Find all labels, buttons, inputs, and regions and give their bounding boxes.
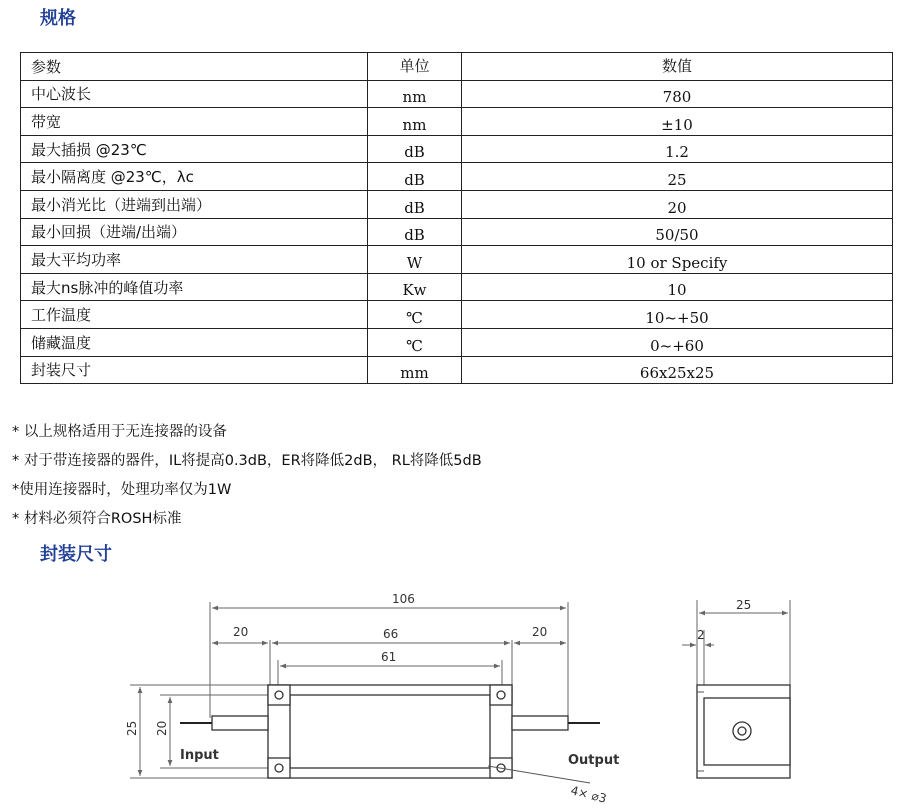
table-row xyxy=(21,356,893,384)
package-heading: 封装尺寸 xyxy=(40,544,112,565)
param-cell: 最小隔离度 @23℃，λc xyxy=(21,163,368,191)
param-cell: 中心波长 xyxy=(21,80,368,108)
table-row xyxy=(21,328,893,356)
table-row xyxy=(21,218,893,246)
note-item: *使用连接器时，处理功率仅为1W xyxy=(12,482,232,498)
table-header-cell: 数值 xyxy=(462,53,893,81)
unit-cell: dB xyxy=(368,135,462,163)
value-cell: 50/50 xyxy=(462,218,893,246)
dim-inner-label: 61 xyxy=(381,650,397,664)
param-cell: 最大插损 @23℃ xyxy=(21,135,368,163)
value-cell: 10 or Specify xyxy=(462,246,893,274)
dim-total-label: 106 xyxy=(392,592,415,606)
value-cell: 10 xyxy=(462,273,893,301)
param-cell: 最大ns脉冲的峰值功率 xyxy=(21,273,368,301)
param-cell: 封装尺寸 xyxy=(21,356,368,384)
value-cell: 25 xyxy=(462,163,893,191)
unit-cell: Kw xyxy=(368,273,462,301)
dim-right-label: 20 xyxy=(532,625,548,639)
table-row xyxy=(21,135,893,163)
dim-inner-height-label: 20 xyxy=(155,720,169,736)
table-row xyxy=(21,246,893,274)
unit-cell: nm xyxy=(368,108,462,136)
device-body xyxy=(212,685,568,778)
note-item: * 材料必须符合ROSH标准 xyxy=(12,511,182,527)
input-label: Input xyxy=(180,748,219,763)
table-header-cell: 参数 xyxy=(21,53,368,81)
dim-left-label: 20 xyxy=(233,625,249,639)
unit-cell: dB xyxy=(368,218,462,246)
side-view xyxy=(697,685,790,778)
dim-side-small-label: 2 xyxy=(697,628,705,642)
param-cell: 最小回损（进端/出端） xyxy=(21,218,368,246)
spec-table xyxy=(20,52,893,384)
unit-cell: mm xyxy=(368,356,462,384)
dim-holes-label: 4× ⌀3 xyxy=(569,783,608,806)
table-row xyxy=(21,163,893,191)
param-cell: 带宽 xyxy=(21,108,368,136)
table-row xyxy=(21,190,893,218)
table-row xyxy=(21,108,893,136)
dim-height-label: 25 xyxy=(125,720,139,736)
unit-cell: dB xyxy=(368,190,462,218)
value-cell: 20 xyxy=(462,190,893,218)
unit-cell: W xyxy=(368,246,462,274)
value-cell: 10~+50 xyxy=(462,301,893,329)
value-cell: 66x25x25 xyxy=(462,356,893,384)
value-cell: ±10 xyxy=(462,108,893,136)
table-header-row xyxy=(21,53,893,81)
note-item: * 对于带连接器的器件，IL将提高0.3dB，ER将降低2dB， RL将降低5dB xyxy=(12,453,482,469)
param-cell: 工作温度 xyxy=(21,301,368,329)
package-drawing xyxy=(0,540,904,810)
value-cell: 1.2 xyxy=(462,135,893,163)
param-cell: 最小消光比（进端到出端） xyxy=(21,190,368,218)
table-row xyxy=(21,80,893,108)
spec-heading: 规格 xyxy=(40,8,76,29)
dim-body-label: 66 xyxy=(383,627,399,641)
value-cell: 0~+60 xyxy=(462,328,893,356)
unit-cell: nm xyxy=(368,80,462,108)
value-cell: 780 xyxy=(462,80,893,108)
table-header-cell: 单位 xyxy=(368,53,462,81)
note-item: * 以上规格适用于无连接器的设备 xyxy=(12,424,227,440)
unit-cell: ℃ xyxy=(368,301,462,329)
output-label: Output xyxy=(568,753,620,768)
unit-cell: ℃ xyxy=(368,328,462,356)
dim-side-width-label: 25 xyxy=(736,598,752,612)
unit-cell: dB xyxy=(368,163,462,191)
param-cell: 最大平均功率 xyxy=(21,246,368,274)
table-row xyxy=(21,301,893,329)
param-cell: 储藏温度 xyxy=(21,328,368,356)
table-row xyxy=(21,273,893,301)
